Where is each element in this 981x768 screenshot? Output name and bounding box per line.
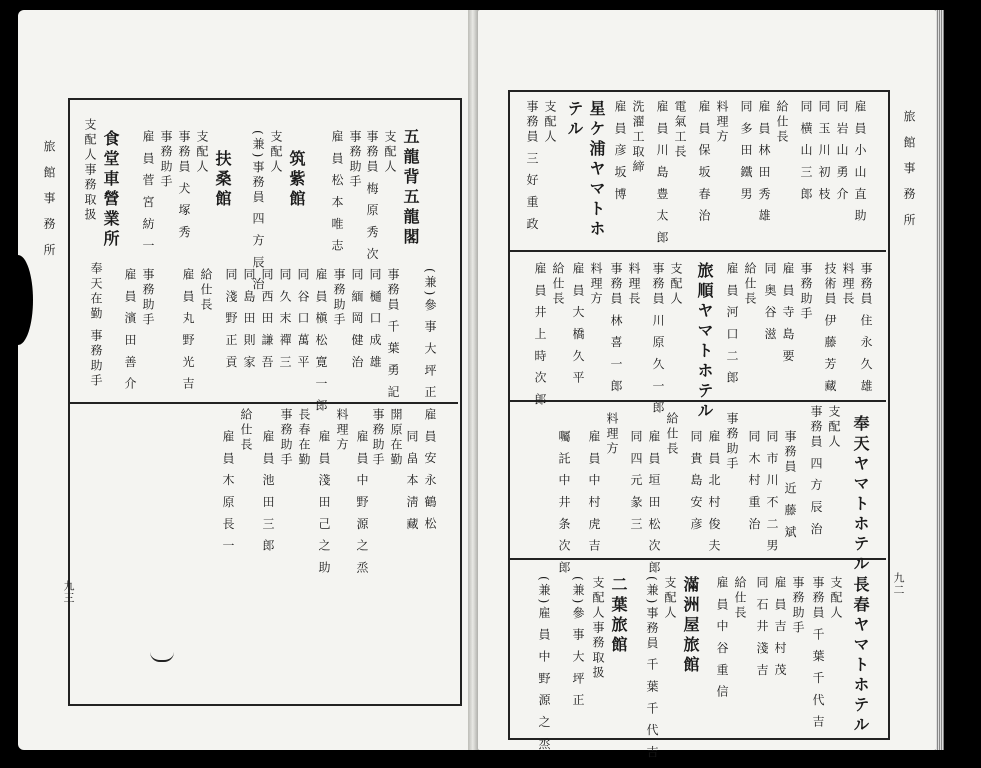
text-column-r29: 料理長 [627, 262, 641, 307]
text-column-l28: 雇 員 丸 野 光 吉 [181, 268, 195, 393]
text-column-r44: 給仕長 [665, 412, 679, 457]
text-column-r12: 洗濯工取締 [631, 100, 645, 175]
text-column-r26: 旅順ヤマトホテル [695, 262, 714, 422]
text-column-r40: 同 木 村 重 治 [747, 430, 761, 533]
left-notch [3, 255, 33, 345]
text-column-l10: 支配人 [195, 130, 209, 175]
text-column-l8: (兼)事務員 四 方 辰 治 [251, 130, 265, 293]
text-column-r23: 同 奥 谷 滋 [763, 262, 777, 343]
text-column-l13: 雇 員 菅 宮 紡 一 [141, 130, 155, 255]
text-column-r28: 事務員 川 原 久 一 郎 [651, 262, 665, 417]
left-side-title: 旅 館 事 務 所 [42, 140, 56, 261]
text-column-r31: 料理方 [589, 262, 603, 307]
text-column-l33: 開原在勤 [389, 408, 403, 468]
text-column-r56: 給仕長 [733, 576, 747, 621]
text-column-r43: 同 貴 島 安 彦 [689, 430, 703, 533]
right-notch [950, 230, 980, 320]
text-column-r64: (兼)雇 員 中 野 源 之 烝 [537, 576, 551, 753]
text-column-r4: 同 横 山 三 郎 [799, 100, 813, 203]
text-column-l34: 同 畠 本 淸 藏 [405, 430, 419, 533]
text-column-l19: 同 緬 岡 健 治 [350, 268, 364, 371]
text-column-l39: 長春在勤 [297, 408, 311, 468]
text-column-r34: 雇 員 井 上 時 次 郎 [533, 262, 547, 408]
text-column-l15: 支配人事務取扱 [83, 118, 97, 223]
text-column-r7: 同 多 田 鐵 男 [739, 100, 753, 203]
text-column-l12: 事務助手 [159, 130, 173, 190]
text-column-r8: 料理方 [715, 100, 729, 145]
text-column-r39: 同 市 川 不 二 男 [765, 430, 779, 555]
text-column-l11: 事務員 犬 塚 秀 [177, 130, 191, 241]
left-divider [70, 402, 458, 404]
text-column-l6: 筑紫館 [287, 150, 306, 210]
text-column-r30: 事務員 林 喜 一 郎 [609, 262, 623, 395]
text-column-r27: 支配人 [669, 262, 683, 307]
text-column-r1: 雇 員 小 山 直 助 [853, 100, 867, 225]
text-column-r2: 同 岩 山 勇 介 [835, 100, 849, 203]
text-column-r33: 給仕長 [551, 262, 565, 307]
text-column-r57: 雇 員 中 谷 重 信 [715, 576, 729, 701]
text-column-r37: 事務員 四 方 辰 治 [809, 405, 823, 538]
text-column-l4: 事務助手 [348, 130, 362, 190]
text-column-r60: (兼)事務員 千 葉 千 代 吉 [645, 576, 659, 761]
text-column-r24: 給仕長 [743, 262, 757, 307]
text-column-r21: 事務助手 [799, 262, 813, 322]
right-side-title: 旅 館 事 務 所 [902, 110, 916, 231]
text-column-l3: 事務員 梅 原 秀 次 [365, 130, 379, 263]
text-column-r47: 料理方 [605, 412, 619, 457]
text-column-r14: 星ケ浦ヤマトホ [587, 100, 606, 240]
text-column-r5: 給仕長 [775, 100, 789, 145]
text-column-r35: 奉天ヤマトホテル [851, 415, 870, 575]
text-column-r54: 雇 員 吉 村 茂 [773, 576, 787, 679]
text-column-l27: 給仕長 [199, 268, 213, 313]
text-column-r19: 料理長 [841, 262, 855, 307]
text-column-l24: 同 西 田 謙 吾 [260, 268, 274, 371]
text-column-l37: 料理方 [335, 408, 349, 453]
text-column-l22: 同 谷 口 萬 平 [296, 268, 310, 371]
text-column-l7: 支配人 [269, 130, 283, 175]
text-column-l17: 事務員 千 葉 勇 記 [386, 268, 400, 401]
text-column-l9: 扶桑館 [213, 150, 232, 210]
text-column-l42: 給仕長 [239, 408, 253, 453]
text-column-r52: 事務員 千 葉 千 代 吉 [811, 576, 825, 731]
text-column-r9: 雇 員 保 坂 春 治 [697, 100, 711, 225]
text-column-l5: 雇 員 松 本 唯 志 [330, 130, 344, 255]
text-column-l14: 食堂車營業所 [101, 130, 120, 250]
text-column-r45: 雇 員 垣 田 松 次 郎 [647, 430, 661, 576]
text-column-r22: 雇 員 寺 島 要 [781, 262, 795, 365]
text-column-r49: 囑 託 中 井 条 次 郎 [557, 430, 571, 576]
text-column-r32: 雇 員 大 橋 久 平 [571, 262, 585, 387]
text-column-r53: 事務助手 [791, 576, 805, 636]
text-column-r18: 事務員 住 永 久 雄 [859, 262, 873, 395]
text-column-r42: 雇 員 北 村 俊 夫 [707, 430, 721, 555]
right-divider-1 [510, 250, 886, 252]
text-column-r59: 支配人 [663, 576, 677, 621]
text-column-r20: 技術員 伊 藤 芳 藏 [823, 262, 837, 395]
text-column-r46: 同 四 元 彖 三 [629, 430, 643, 533]
text-column-l18: 同 樋 口 成 雄 [368, 268, 382, 371]
text-column-l35: 事務助手 [371, 408, 385, 468]
text-column-l1: 五龍背五龍閣 [401, 128, 420, 248]
text-column-r13: 雇 員 彦 坂 博 [613, 100, 627, 203]
text-column-l2: 支配人 [383, 130, 397, 175]
left-page-number: 九三 [62, 580, 75, 604]
text-column-r17: 事務員 三 好 重 政 [525, 100, 539, 233]
text-column-l26: 同 淺 野 正 貢 [224, 268, 238, 371]
text-column-l16: (兼)參 事 大 坪 正 [423, 268, 437, 401]
text-column-l23: 同 久 末 禪 三 [278, 268, 292, 371]
text-column-r62: 支配人事務取扱 [591, 576, 605, 681]
text-column-r61: 二葉旅館 [609, 576, 628, 656]
text-column-r38: 事務員 近 藤 斌 [783, 430, 797, 541]
text-column-r3: 同 玉 川 初 枝 [817, 100, 831, 203]
text-column-r50: 長春ヤマトホテル [851, 576, 870, 736]
text-column-l41: 雇 員 池 田 三 郎 [261, 430, 275, 555]
text-column-r48: 雇 員 中 村 虎 吉 [587, 430, 601, 555]
text-column-l43: 雇 員 木 原 長 一 [221, 430, 235, 555]
text-column-l32: 雇 員 安 永 鶴 松 [423, 408, 437, 533]
right-page-number: 九二 [892, 572, 905, 596]
text-column-r55: 同 石 井 淺 吉 [755, 576, 769, 679]
text-column-r15: テル [565, 100, 584, 140]
text-column-r6: 雇 員 林 田 秀 雄 [757, 100, 771, 225]
text-column-l31: 奉天在勤 事務助手 [89, 262, 103, 389]
text-column-r36: 支配人 [827, 405, 841, 450]
text-column-r63: (兼)參 事 大 坪 正 [571, 576, 585, 709]
text-column-l30: 雇 員 濱 田 善 介 [123, 268, 137, 393]
text-column-r25: 雇 員 河 口 二 郎 [725, 262, 739, 387]
text-column-l25: 同 島 田 則 家 [242, 268, 256, 371]
text-column-r10: 電氣工長 [673, 100, 687, 160]
text-column-r51: 支配人 [829, 576, 843, 621]
text-column-r16: 支配人 [543, 100, 557, 145]
text-column-r58: 滿洲屋旅館 [681, 576, 700, 676]
text-column-r41: 事務助手 [725, 412, 739, 472]
text-column-l40: 事務助手 [279, 408, 293, 468]
page-edge [936, 10, 944, 750]
text-column-l29: 事務助手 [141, 268, 155, 328]
text-column-r11: 雇 員 川 島 豊 太 郎 [655, 100, 669, 246]
text-column-l36: 雇 員 中 野 源 之 烝 [355, 430, 369, 576]
text-column-l38: 雇 員 淺 田 己 之 助 [317, 430, 331, 576]
text-column-l21: 雇 員 槇 松 寛 一 郎 [314, 268, 328, 414]
text-column-l20: 事務助手 [332, 268, 346, 328]
